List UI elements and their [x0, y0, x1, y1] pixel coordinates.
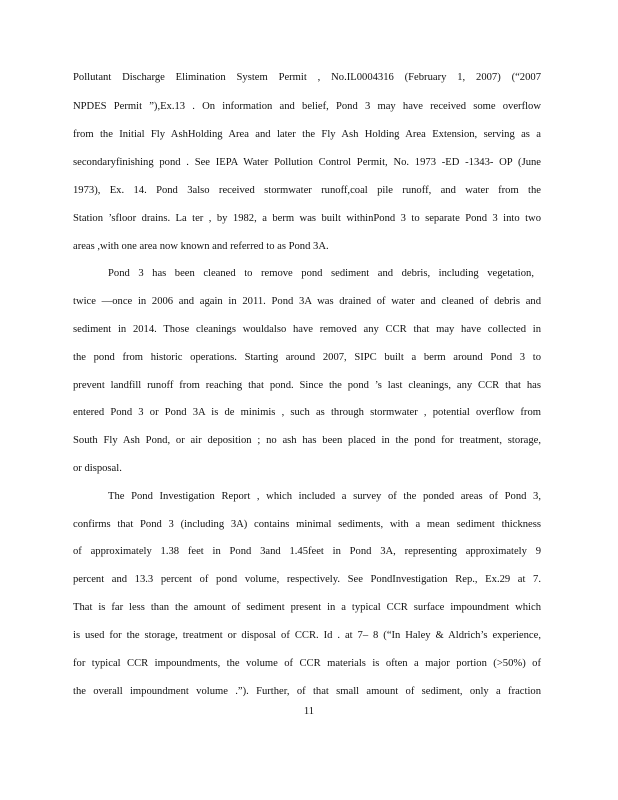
- text-line: sediment in 2014. Those cleanings wouldalso have removed any CCR that may have collected in: [73, 324, 541, 335]
- text-line: for typical CCR impoundments, the volume of CCR materials is often a major portion (>50%) of: [73, 658, 541, 669]
- text-line: Pollutant Discharge Elimination System Permit , No.IL0004316 (February 1, 2007) (“2007: [73, 72, 541, 83]
- text-line: secondaryfinishing pond . See IEPA Water Pollution Control Permit, No. 1973 -ED -1343- OP (June: [73, 157, 541, 168]
- text-line: from the Initial Fly AshHolding Area and later the Fly Ash Holding Area Extension, serving as a: [73, 129, 541, 140]
- text-line: South Fly Ash Pond, or air deposition ; no ash has been placed in the pond for treatment, storage,: [73, 435, 541, 446]
- text-line: prevent landfill runoff from reaching that pond. Since the pond ’s last cleanings, any CCR that has: [73, 380, 541, 391]
- text-line: percent and 13.3 percent of pond volume, respectively. See PondInvestigation Rep., Ex.29 at 7.: [73, 574, 541, 585]
- text-line: the overall impoundment volume .”). Further, of that small amount of sediment, only a fraction: [73, 686, 541, 697]
- text-line: entered Pond 3 or Pond 3A is de minimis , such as through stormwater , potential overflow from: [73, 407, 541, 418]
- text-line: That is far less than the amount of sediment present in a typical CCR surface impoundment which: [73, 602, 541, 613]
- text-line: confirms that Pond 3 (including 3A) contains minimal sediments, with a mean sediment thickness: [73, 519, 541, 530]
- text-line: is used for the storage, treatment or disposal of CCR. Id . at 7– 8 (“In Haley & Aldrich’s experience,: [73, 630, 541, 641]
- text-line: 1973), Ex. 14. Pond 3also received stormwater runoff,coal pile runoff, and water from the: [73, 185, 541, 196]
- text-line: NPDES Permit ”),Ex.13 . On information and belief, Pond 3 may have received some overflow: [73, 101, 541, 112]
- text-line: twice —once in 2006 and again in 2011. Pond 3A was drained of water and cleaned of debris and: [73, 296, 541, 307]
- text-line: Pond 3 has been cleaned to remove pond sediment and debris, including vegetation,: [108, 268, 534, 279]
- page-number: 11: [303, 706, 315, 717]
- text-line: areas ,with one area now known and referred to as Pond 3A.: [73, 241, 329, 252]
- text-line: The Pond Investigation Report , which included a survey of the ponded areas of Pond 3,: [108, 491, 541, 502]
- text-line: of approximately 1.38 feet in Pond 3and 1.45feet in Pond 3A, representing approximately 9: [73, 546, 541, 557]
- text-line: the pond from historic operations. Starting around 2007, SIPC built a berm around Pond 3 to: [73, 352, 541, 363]
- text-line: Station ’sfloor drains. La ter , by 1982, a berm was built withinPond 3 to separate Pond 3 into two: [73, 213, 541, 224]
- text-line: or disposal.: [73, 463, 122, 474]
